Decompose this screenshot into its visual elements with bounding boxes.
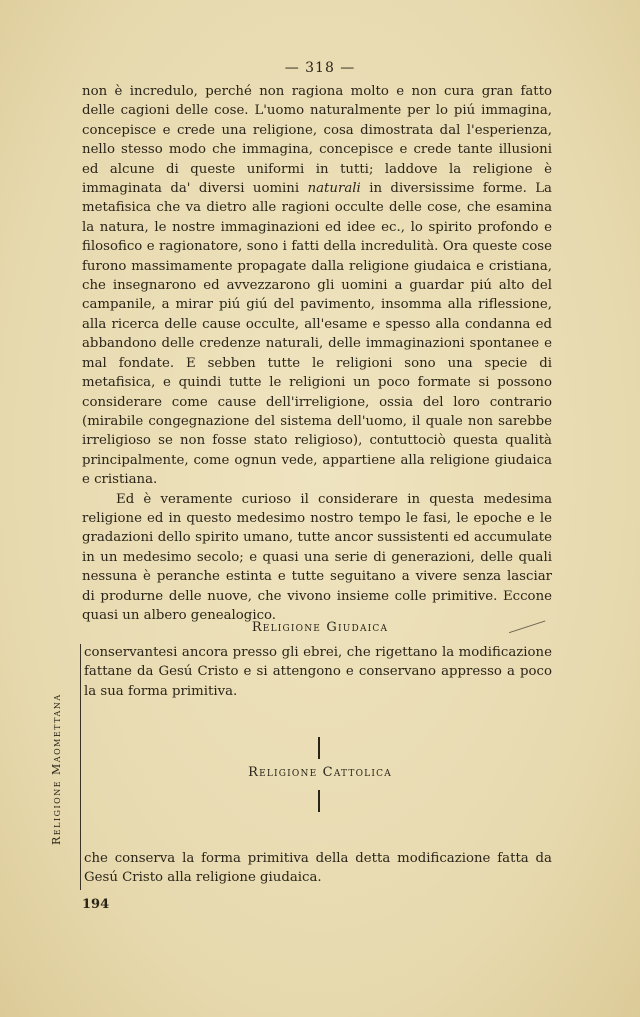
tree-connector-bottom	[318, 790, 320, 812]
tree-connector-top	[318, 737, 320, 759]
heading-religione-cattolica: Religione Cattolica	[248, 765, 392, 780]
italic-word: naturali	[307, 181, 361, 197]
paragraph-1-rest: in diversissime forme. La metafisica che va dietro alle ragioni occulte delle cose, che esamina la natura, le nostre immaginazioni ed idee ec., lo spirito profondo e filosofico e ragionatore, sono i fatti della incredulità. Ora queste cose furono massimamente propagate dalla religione giudaica e cristiana, che insegnarono ed avvezzarono gli uomini a guardar piú alto del campanile, a mirar piú giú del pavimento, insomma alla riflessione, alla ricerca delle cause occulte, all'esame e spesso alla condanna ed abbandono delle credenze naturali, delle immaginazioni spontanee e mal fondate. E sebben tutte le religioni sono una specie di metafisica, e quindi tutte le religioni un poco formate si possono considerare come cause dell'irreligione, ossia del loro contrario (mirabile congegnazione del sistema dell'uomo, il quale non sarebbe irreligioso se non fosse stato religioso), contuttociò questa qualità principalmente, come ognun vede, appartiene alla religione giudaica e cristiana.	[82, 181, 552, 488]
page-number: — 318 —	[284, 60, 356, 76]
paragraph-1	[82, 82, 552, 490]
description-cattolica: che conserva la forma primitiva della detta modificazione fatta da Gesú Cristo alla religione giudaica.	[84, 851, 552, 886]
paragraph-2: Ed è veramente curioso il considerare in questa medesima religione ed in questo medesimo nostro tempo le fasi, le epoche e le gradazioni dello spirito umano, tutte ancor sussistenti ed accumulate in un medesimo secolo; e quasi una serie di generazioni, delle quali nessuna è peranche estinta e tutte seguitano a vivere senza lasciar di produrne delle nuove, che vivono insieme colle primitive. Eccone quasi un albero genealogico.	[82, 491, 552, 623]
bracket-line-giudaica	[80, 644, 81, 704]
side-label-maomettana: Religione Maomettana	[50, 693, 63, 845]
main-text	[82, 82, 552, 625]
description-giudaica: conservantesi ancora presso gli ebrei, che rigettano la modificazione fattane da Gesú Cristo e si attengono e conservano appresso a poco la sua forma primitiva.	[84, 645, 552, 699]
heading-religione-giudaica: Religione Giudaica	[251, 620, 389, 635]
bracket-line-maomettana	[80, 700, 81, 890]
paragraph-1-text: non è incredulo, perché non ragiona molto e non cura gran fatto delle cagioni delle cose. L'uomo naturalmente per lo piú immagina, concepisce e crede una religione, cosa dimostrata dal l'esperienza, nello stesso modo che immagina, concepisce e crede tante illusioni ed alcune di queste uniformi in tutti; laddove la religione è immaginata da' diversi uomini	[82, 84, 552, 197]
signature-number: 194	[82, 897, 110, 912]
